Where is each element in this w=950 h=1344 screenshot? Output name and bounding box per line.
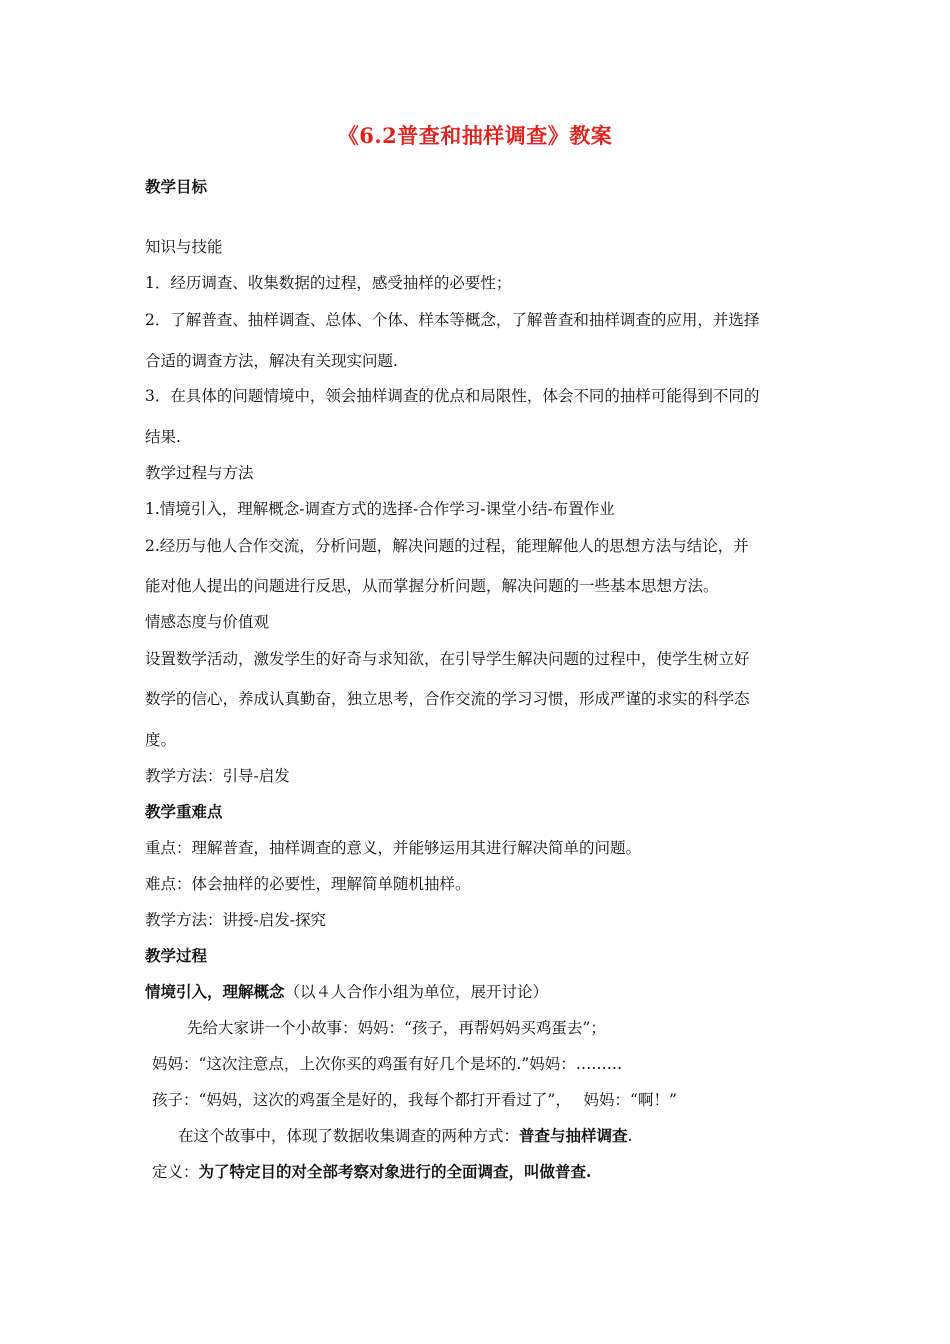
heading-teaching-process: 教学过程 xyxy=(145,946,208,965)
paragraph-line: 合适的调查方法，解决有关现实问题. xyxy=(145,352,398,370)
paragraph-line: 结果. xyxy=(145,428,181,446)
paragraph-line: 先给大家讲一个小故事：妈妈：“孩子，再帮妈妈买鸡蛋去”； xyxy=(187,1019,606,1037)
bold-phrase: 普查与抽样调查 xyxy=(519,1126,628,1145)
paragraph-line xyxy=(178,1126,848,1146)
paragraph-line: 2．了解普查、抽样调查、总体、个体、样本等概念，了解普查和抽样调查的应用，并选择 xyxy=(145,311,760,329)
paragraph-line xyxy=(145,982,815,1002)
paragraph-line: 难点：体会抽样的必要性，理解简单随机抽样。 xyxy=(145,875,471,893)
paragraph-line: 度。 xyxy=(145,731,177,749)
paragraph-line: 重点：理解普查，抽样调查的意义，并能够运用其进行解决简单的问题。 xyxy=(145,839,642,857)
paragraph-line: 教学方法：讲授-启发-探究 xyxy=(145,911,326,929)
bold-phrase: 为了特定目的对全部考察对象进行的全面调查，叫做普查. xyxy=(198,1162,592,1181)
subheading-knowledge-skills: 知识与技能 xyxy=(145,238,223,256)
document-title: 《6.2普查和抽样调查》教案 xyxy=(337,123,613,148)
heading-key-difficult-points: 教学重难点 xyxy=(145,802,223,821)
paragraph-line: 孩子：“妈妈，这次的鸡蛋全是好的，我每个都打开看过了”， 妈妈：“啊！” xyxy=(152,1091,677,1109)
text-span: 在这个故事中，体现了数据收集调查的两种方式： xyxy=(178,1127,520,1145)
text-span: （以４人合作小组为单位，展开讨论） xyxy=(284,983,549,1001)
paragraph-line: 妈妈：“这次注意点，上次你买的鸡蛋有好几个是坏的.”妈妈：……… xyxy=(152,1055,623,1073)
paragraph-line: 1．经历调查、收集数据的过程，感受抽样的必要性； xyxy=(145,274,512,292)
subheading-attitude-values: 情感态度与价值观 xyxy=(145,613,270,631)
paragraph-line: 教学方法：引导-启发 xyxy=(145,767,290,785)
paragraph-line: 能对他人提出的问题进行反思，从而掌握分析问题，解决问题的一些基本思想方法。 xyxy=(145,577,719,595)
paragraph-line: 2.经历与他人合作交流，分析问题，解决问题的过程，能理解他人的思想方法与结论，并 xyxy=(145,537,749,555)
paragraph-line: 1.情境引入，理解概念-调查方式的选择-合作学习-课堂小结-布置作业 xyxy=(145,500,615,518)
paragraph-line: 设置数学活动，激发学生的好奇与求知欲，在引导学生解决问题的过程中，使学生树立好 xyxy=(145,650,750,668)
definition-line xyxy=(152,1162,822,1182)
bold-phrase: 情境引入，理解概念 xyxy=(145,982,285,1001)
paragraph-line: 3．在具体的问题情境中，领会抽样调查的优点和局限性，体会不同的抽样可能得到不同的 xyxy=(145,387,760,405)
heading-teaching-goals: 教学目标 xyxy=(145,177,208,196)
text-span: . xyxy=(627,1127,633,1145)
subheading-process-method: 教学过程与方法 xyxy=(145,464,254,482)
text-span: 定义： xyxy=(152,1163,199,1181)
paragraph-line: 数学的信心，养成认真勤奋，独立思考，合作交流的学习习惯，形成严谨的求实的科学态 xyxy=(145,690,750,708)
